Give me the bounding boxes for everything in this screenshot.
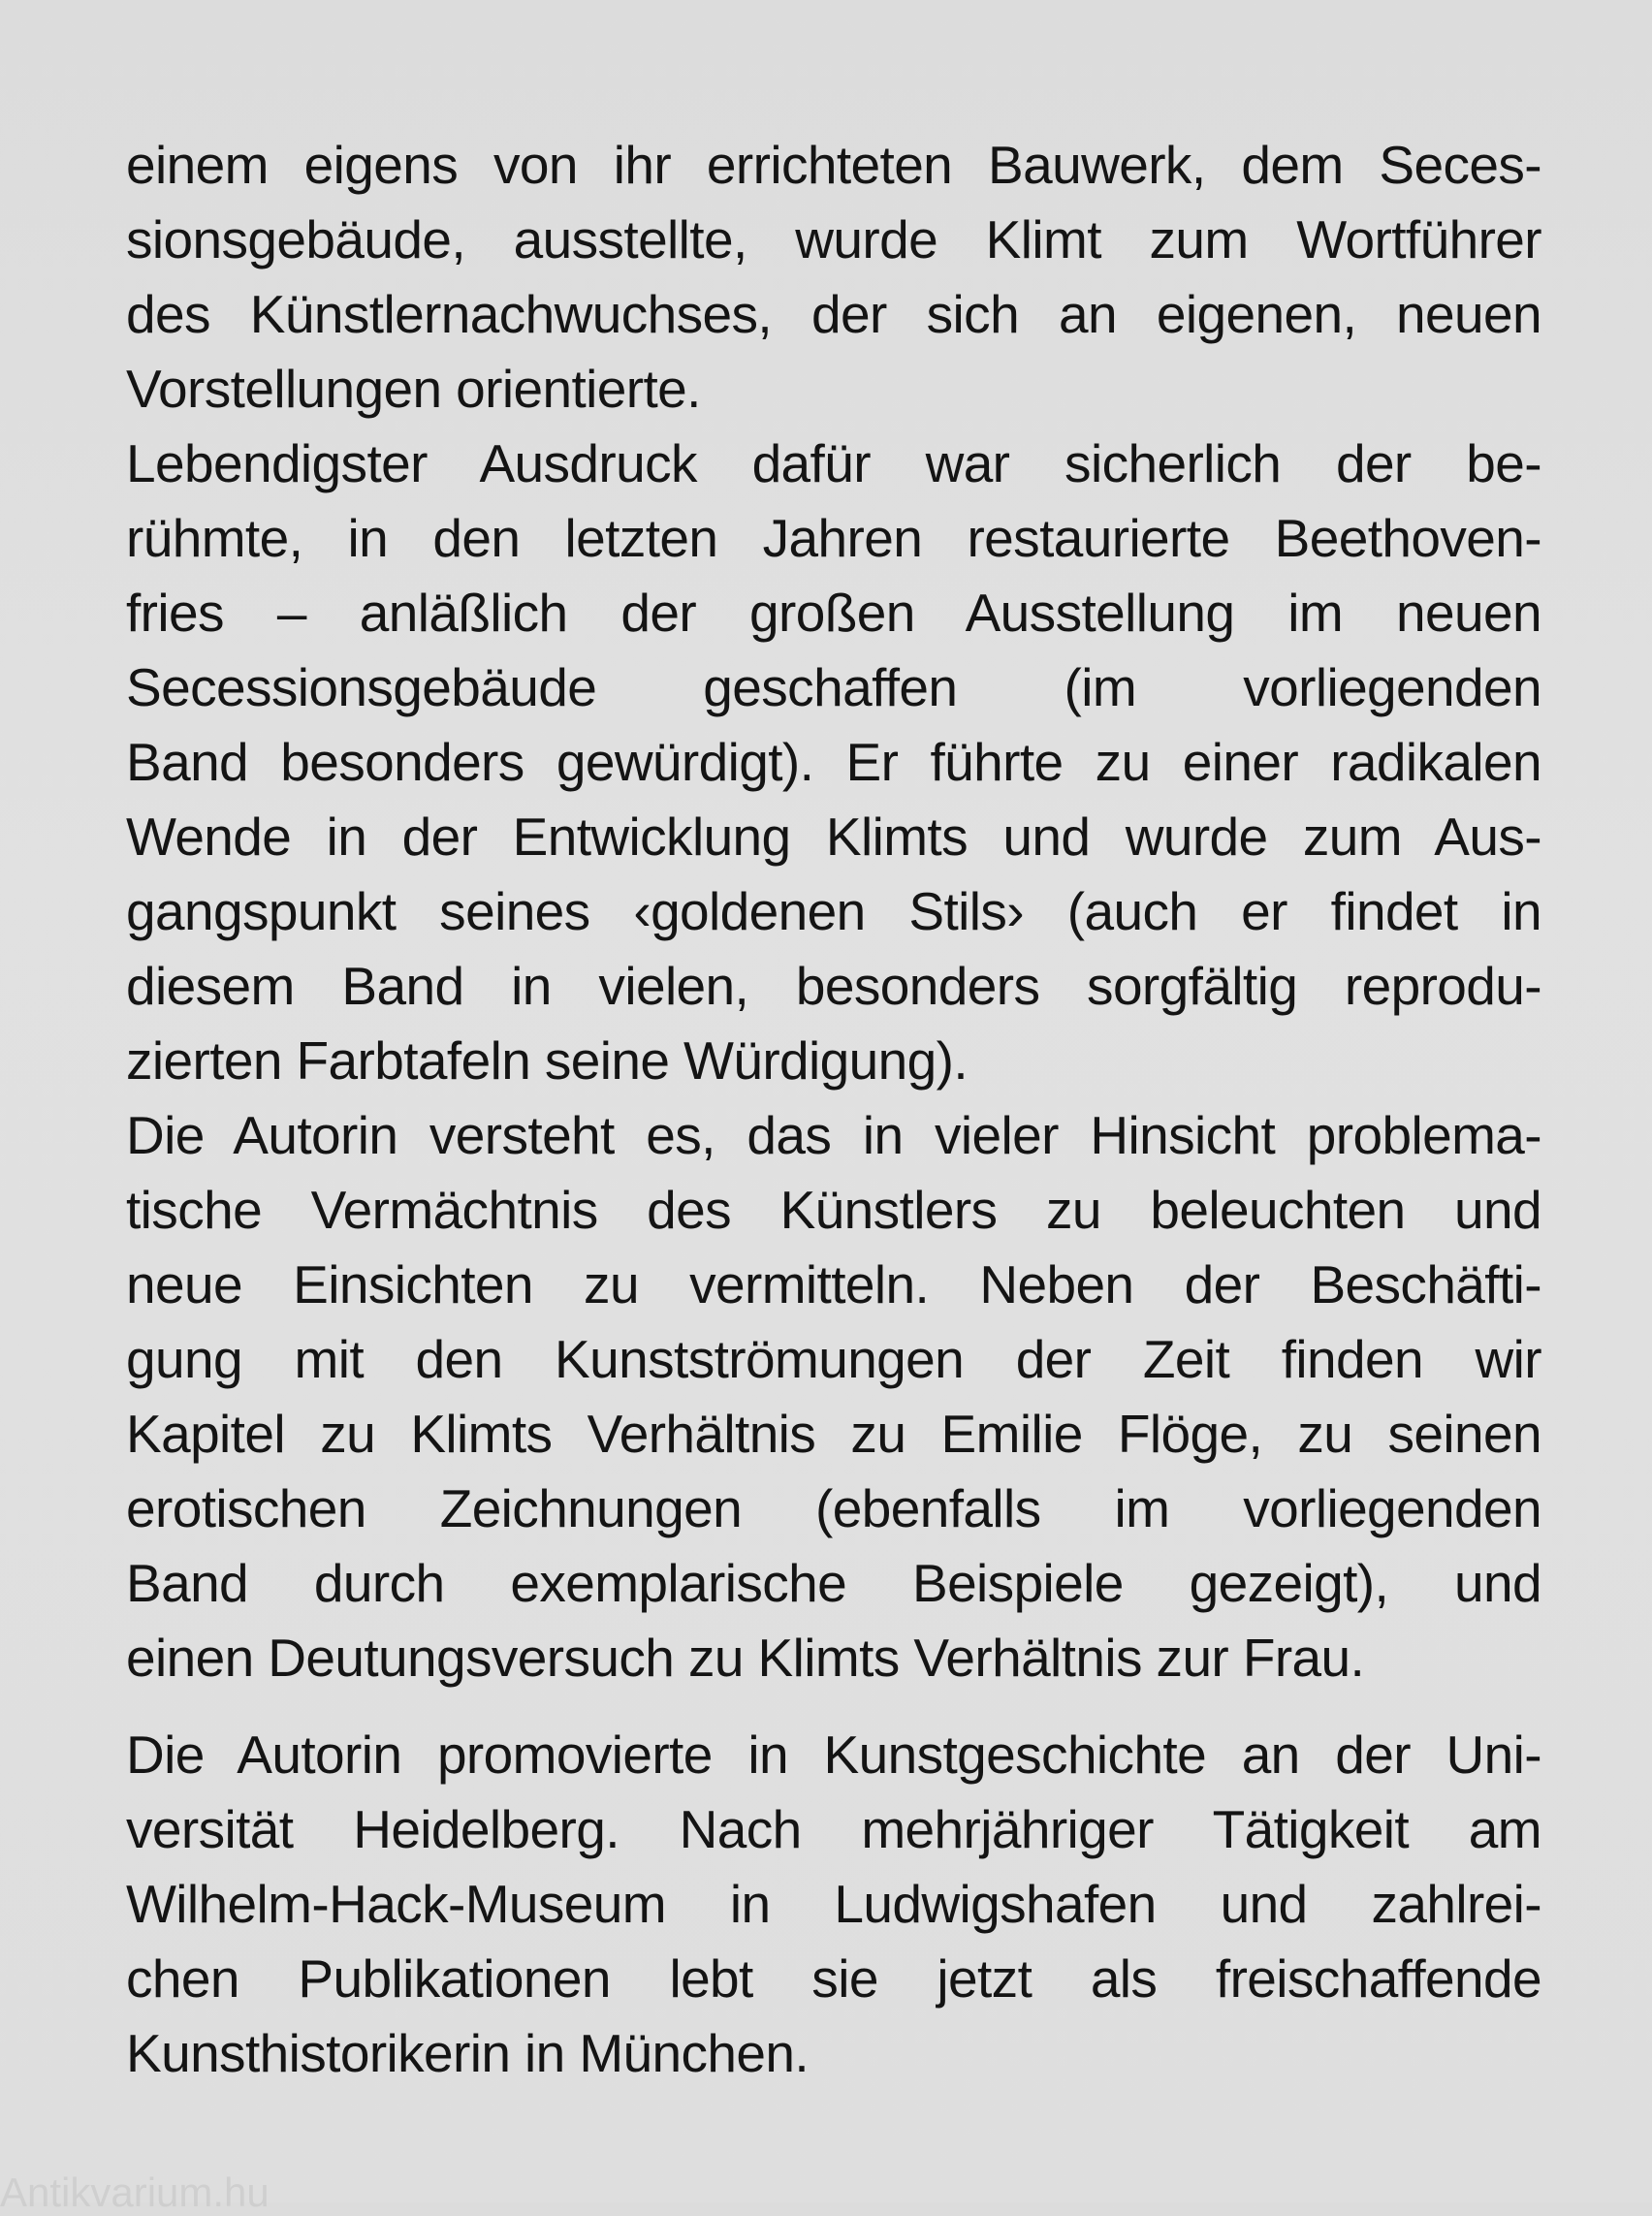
text-line: chen Publikationen lebt sie jetzt als freischaffende	[126, 1948, 1541, 2009]
text-line: Wilhelm-Hack-Museum in Ludwigshafen und zahlrei-	[126, 1874, 1541, 1934]
text-line: Kunsthistorikerin in München.	[126, 2023, 810, 2083]
text-line: Band durch exemplarische Beispiele gezeigt), und	[126, 1553, 1541, 1613]
text-line: tische Vermächtnis des Künstlers zu beleuchten und	[126, 1180, 1541, 1240]
text-line: Secessionsgebäude geschaffen (im vorliegenden	[126, 657, 1541, 717]
review-text	[126, 128, 1541, 1695]
text-line: diesem Band in vielen, besonders sorgfältig reprodu-	[126, 956, 1541, 1016]
text-line: fries – anläßlich der großen Ausstellung im neuen	[126, 583, 1541, 643]
text-line: gung mit den Kunstströmungen der Zeit finden wir	[126, 1329, 1541, 1389]
text-line: versität Heidelberg. Nach mehrjähriger Tätigkeit am	[126, 1799, 1541, 1859]
text-line: sionsgebäude, ausstellte, wurde Klimt zum Wortführer	[126, 209, 1541, 269]
text-line: Kapitel zu Klimts Verhältnis zu Emilie Flöge, zu seinen	[126, 1404, 1541, 1464]
author-bio	[126, 1718, 1541, 2091]
text-line: rühmte, in den letzten Jahren restaurierte Beethoven-	[126, 508, 1541, 568]
text-line: einen Deutungsversuch zu Klimts Verhältnis zur Frau.	[126, 1628, 1365, 1688]
text-line: einem eigens von ihr errichteten Bauwerk, dem Seces-	[126, 135, 1541, 195]
text-line: neue Einsichten zu vermitteln. Neben der Beschäfti-	[126, 1254, 1541, 1314]
text-line: Wende in der Entwicklung Klimts und wurde zum Aus-	[126, 807, 1541, 867]
text-line: Lebendigster Ausdruck dafür war sicherlich der be-	[126, 433, 1541, 493]
text-line: des Künstlernachwuchses, der sich an eigenen, neuen	[126, 284, 1541, 344]
text-line: gangspunkt seines ‹goldenen Stils› (auch er findet in	[126, 881, 1541, 941]
text-line: Band besonders gewürdigt). Er führte zu einer radikalen	[126, 732, 1541, 792]
watermark: Antikvarium.hu	[0, 2169, 270, 2215]
text-line: Die Autorin promovierte in Kunstgeschichte an der Uni-	[126, 1725, 1541, 1785]
text-line: erotischen Zeichnungen (ebenfalls im vorliegenden	[126, 1478, 1541, 1538]
text-line: Vorstellungen orientierte.	[126, 359, 701, 419]
text-line: Die Autorin versteht es, das in vieler Hinsicht problema-	[126, 1105, 1541, 1165]
text-line: zierten Farbtafeln seine Würdigung).	[126, 1030, 969, 1091]
